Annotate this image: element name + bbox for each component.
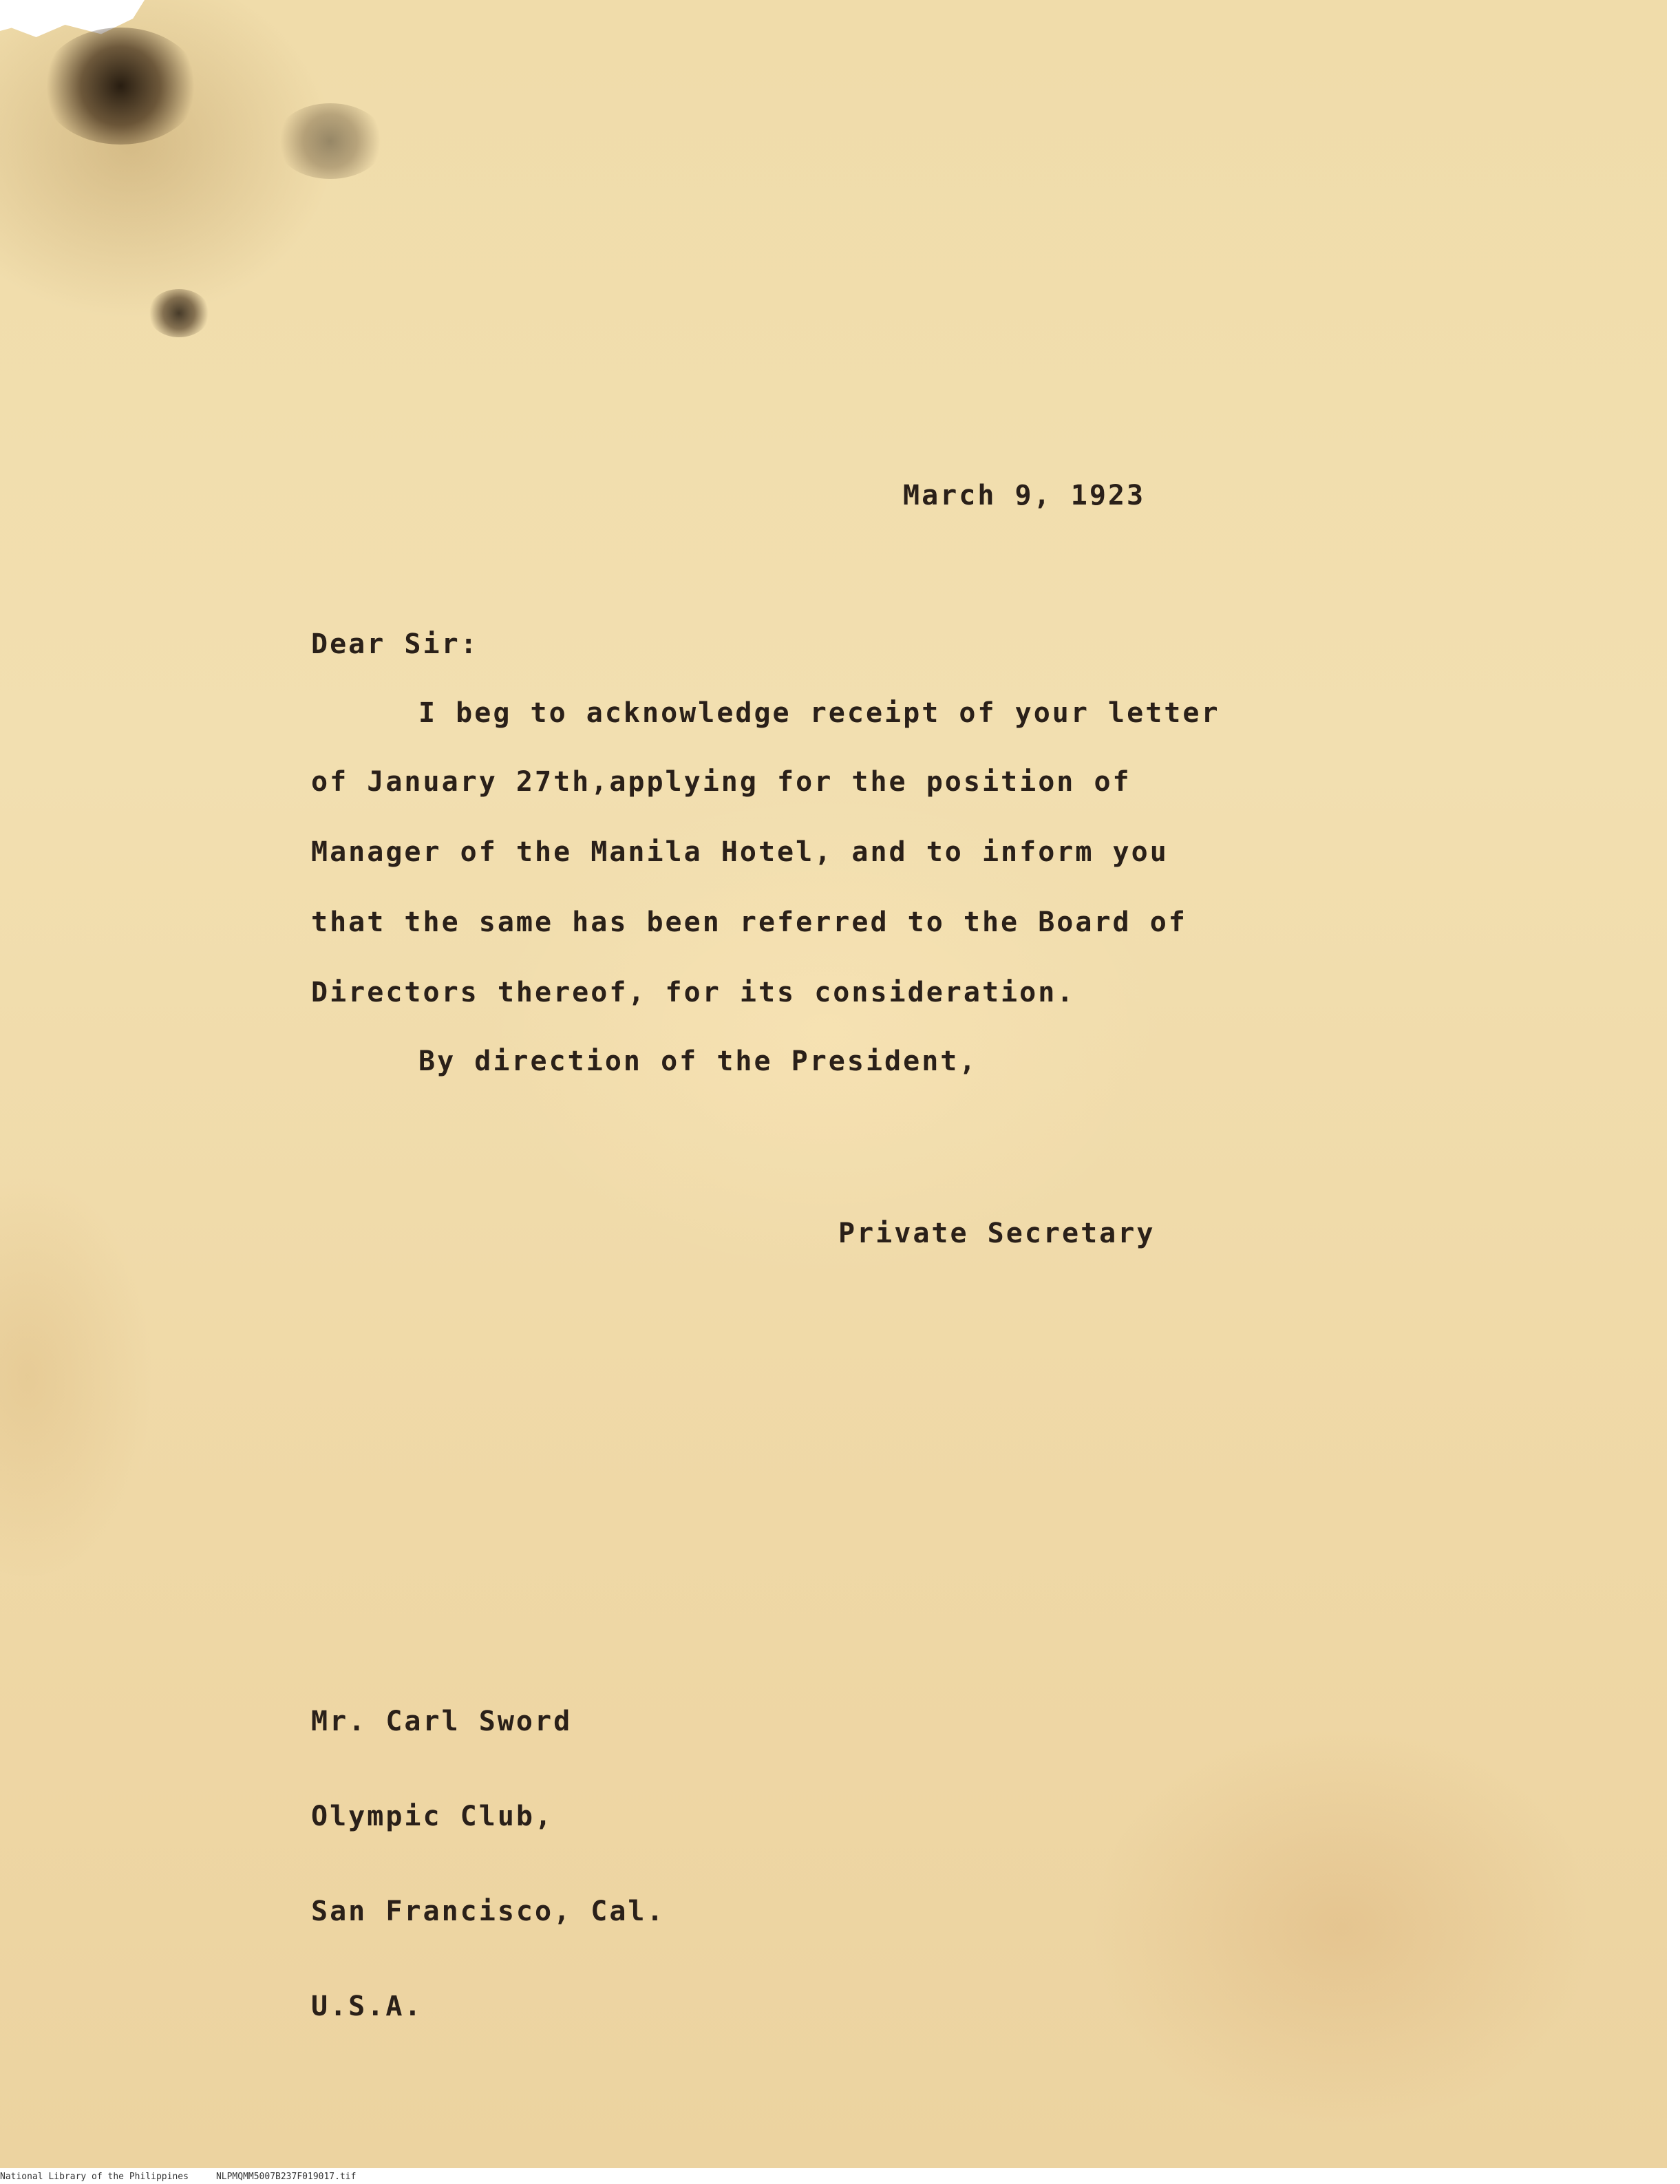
- footer-filename: NLPMQMM5007B237F019017.tif: [215, 2172, 357, 2182]
- body-line: Manager of the Manila Hotel, and to inform you: [311, 836, 1169, 868]
- salutation: Dear Sir:: [311, 628, 479, 660]
- body-line: of January 27th,applying for the position of: [311, 766, 1131, 798]
- burn-stain: [148, 289, 210, 337]
- address-line: San Francisco, Cal.: [311, 1896, 666, 1927]
- address-line: Olympic Club,: [311, 1801, 554, 1832]
- recipient-address: [311, 1642, 666, 2086]
- closing-line: By direction of the President,: [418, 1046, 978, 1077]
- signature-title: Private Secretary: [838, 1218, 1156, 1249]
- body-line: Directors thereof, for its consideration.: [311, 977, 1076, 1008]
- body-line: that the same has been referred to the Board of: [311, 907, 1187, 938]
- footer-source: National Library of the Philippines: [0, 2172, 189, 2182]
- scan-footer: [0, 2172, 1680, 2182]
- body-line: I beg to acknowledge receipt of your letter: [418, 697, 1220, 729]
- address-line: Mr. Carl Sword: [311, 1706, 573, 1737]
- letter-date: March 9, 1923: [903, 480, 1146, 511]
- address-line: U.S.A.: [311, 1991, 423, 2022]
- burn-stain: [275, 103, 385, 179]
- burn-stain: [41, 28, 200, 145]
